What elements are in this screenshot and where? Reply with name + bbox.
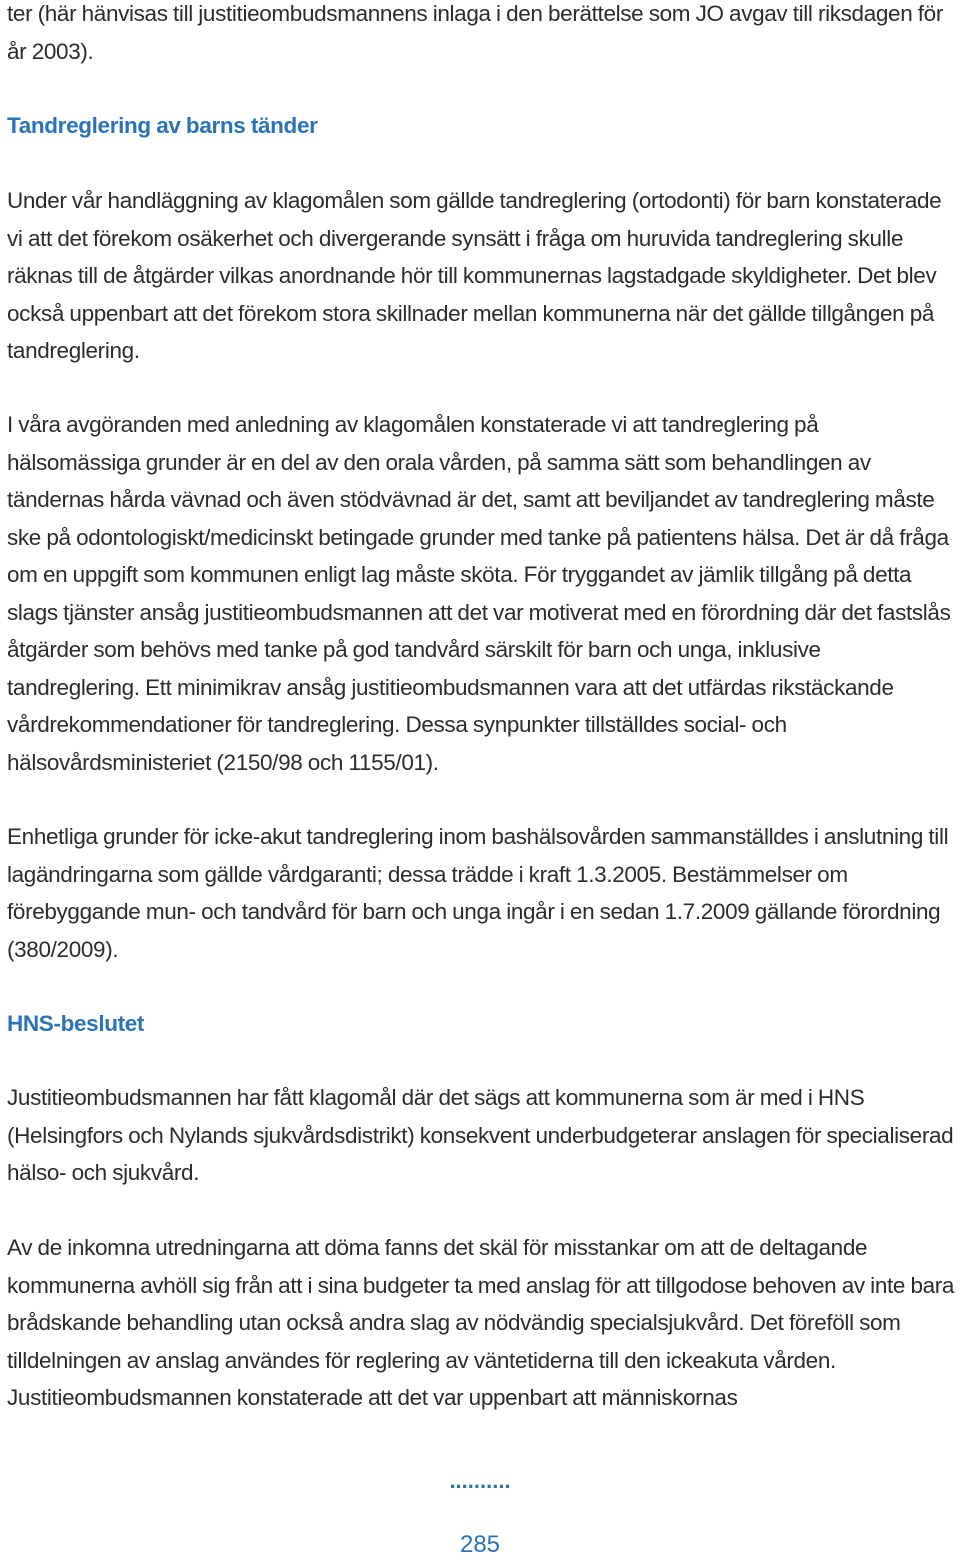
paragraph: Under vår handläggning av klagomålen som gällde tandreglering (ortodonti) för barn konstaterade vi att det förekom osäkerhet och divergerande synsätt i fråga om huruvida tandreglering skulle räknas till de åtgärder vilkas anordnande hör till kommunernas lagstadgade skyldigheter. Det blev också uppenbart att det förekom stora skillnader mellan kommunerna när det gällde tillgången på tandreglering. — [7, 188, 942, 363]
section-heading-tandreglering: Tandreglering av barns tänder — [7, 113, 318, 138]
paragraph: Justitieombudsmannen har fått klagomål där det sägs att kommunerna som är med i HNS (Helsingfors och Nylands sjukvårdsdistrikt) konsekvent underbudgeterar anslagen för specialiserad hälso- och sjukvård. — [7, 1085, 954, 1185]
paragraph-continued: ter (här hänvisas till justitieombudsmannens inlaga i den berättelse som JO avgav till riksdagen för år 2003). — [7, 1, 943, 64]
paragraph: Enhetliga grunder för icke-akut tandreglering inom bashälsovården sammanställdes i anslutning till lagändringarna som gällde vårdgaranti; dessa trädde i kraft 1.3.2005. Bestämmelser om förebyggande mun- och tandvård för barn och unga ingår i en sedan 1.7.2009 gällande förordning (380/2009). — [7, 824, 949, 962]
paragraph: Av de inkomna utredningarna att döma fanns det skäl för misstankar om att de deltagande kommunerna avhöll sig från att i sina budgeter ta med anslag för att tillgodose behoven av inte bara brådskande behandling utan också andra slag av nödvändig specialsjukvård. Det föreföll som tilldelningen av anslag användes för reglering av väntetiderna till den ickeakuta vården. Justitieombudsmannen konstaterade att det var uppenbart att människornas — [7, 1235, 955, 1410]
section-heading-hns: HNS-beslutet — [7, 1011, 145, 1036]
footer-dots: .......... — [449, 1468, 511, 1493]
page-footer — [0, 1470, 960, 1560]
paragraph: I våra avgöranden med anledning av klagomålen konstaterade vi att tandreglering på hälsomässiga grunder är en del av den orala vården, på samma sätt som behandlingen av tändernas hårda vävnad och även stödvävnad är det, samt att beviljandet av tandreglering måste ske på odontologiskt/medicinskt betingade grunder med tanke på patientens hälsa. Det är då fråga om en uppgift som kommunen enligt lag måste sköta. För tryggandet av jämlik tillgång på detta slags tjänster ansåg justitieombudsmannen att det var motiverat med en förordning där det fastslås åtgärder som behövs med tanke på god tandvård särskilt för barn och unga, inklusive tandreglering. Ett minimikrav ansåg justitieombudsmannen vara att det utfärdas rikstäckande vårdrekommendationer för tandreglering. Dessa synpunkter tillställdes social- och hälsovårdsministeriet (2150/98 och 1155/01). — [7, 412, 951, 775]
page-number: 285 — [459, 1531, 501, 1558]
